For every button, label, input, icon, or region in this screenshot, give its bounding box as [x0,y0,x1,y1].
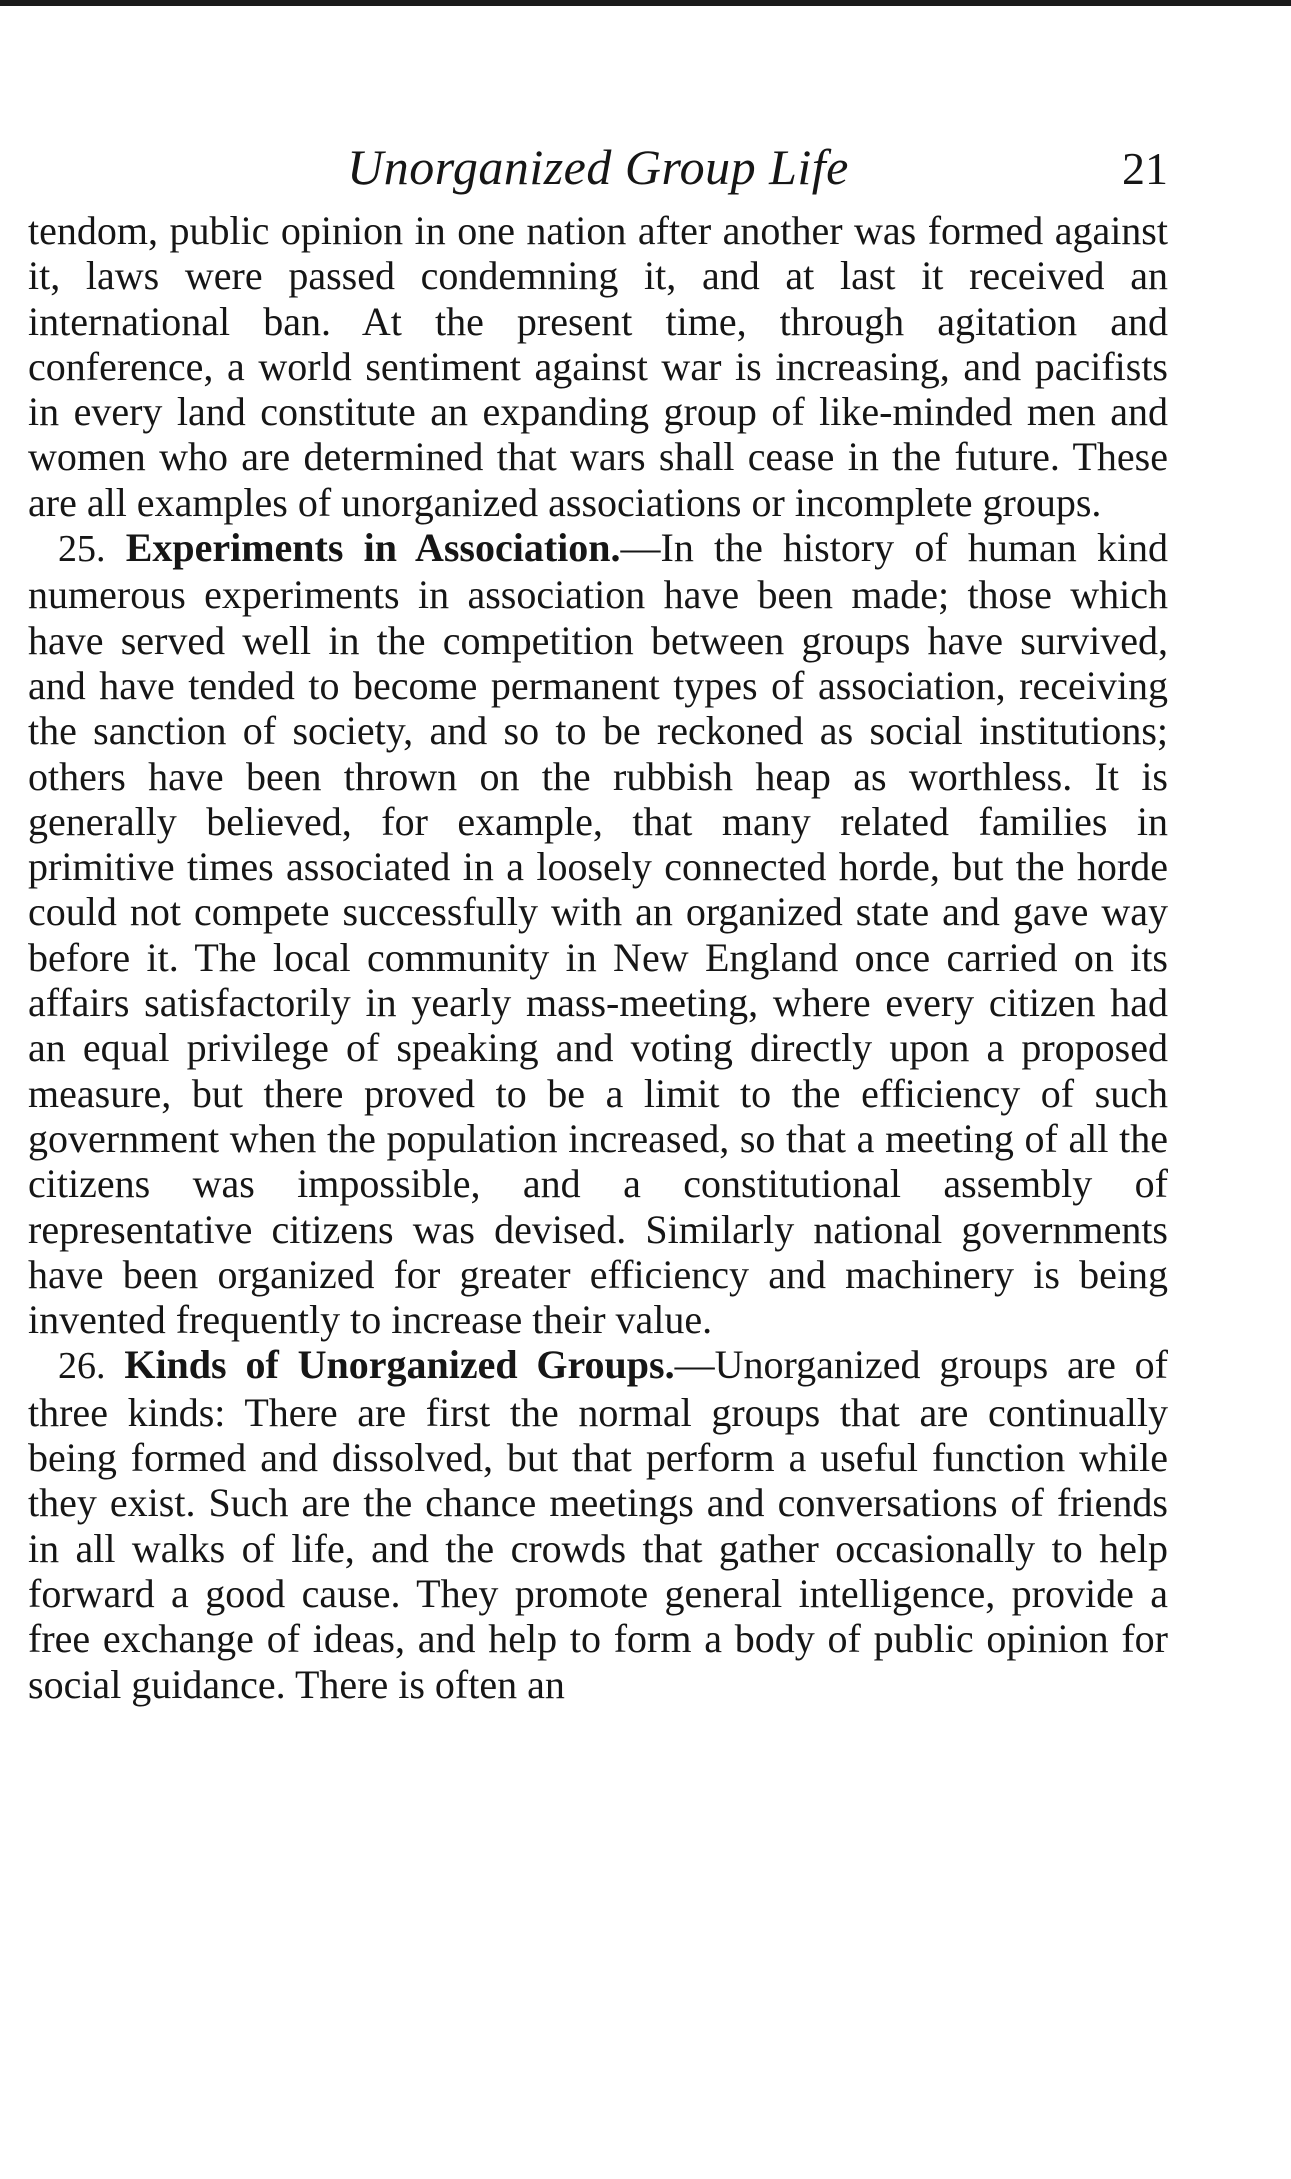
page-top-edge [0,0,1291,6]
section-heading: Kinds of Unorganized Groups. [124,1342,675,1388]
paragraph-section-26 [28,1342,1168,1706]
book-page [28,118,1168,1707]
section-number: 26. [58,1345,106,1388]
page-number: 21 [1122,143,1168,194]
paragraph-section-25 [28,525,1168,1342]
body-text [28,208,1168,1707]
section-number: 25. [58,528,106,571]
paragraph-continued [28,208,1168,525]
section-heading: Experiments in Association. [125,525,621,571]
paragraph-text: —Unorganized groups are of three kinds: There are first the normal groups that are continually being formed and dissolved, but that perform a useful function while they exist. Such are the chance meetings and conversations of friends in all walks of life, and the crowds that gather occasionally to help forward a good cause. They promote general intelligence, provide a free exchange of ideas, and help to form a body of public opinion for social guidance. There is often an [28,1342,1168,1707]
paragraph-text: tendom, public opinion in one nation after another was formed against it, laws were passed condemning it, and at last it received an international ban. At the present time, through agitation and conference, a world sentiment against war is increasing, and pacifists in every land constitute an expanding group of like-minded men and women who are determined that wars shall cease in the future. These are all examples of unorganized associations or incomplete groups. [28,208,1168,525]
running-head [28,118,1168,208]
running-head-title: Unorganized Group Life [347,139,849,195]
paragraph-text: —In the history of human kind numerous experiments in association have been made; those which have served well in the competition between groups have survived, and have tended to become permanent types of association, receiving the sanction of society, and so to be reckoned as social institutions; others have been thrown on the rubbish heap as worthless. It is generally believed, for example, that many related families in primitive times associated in a loosely connected horde, but the horde could not compete successfully with an organized state and gave way before it. The local community in New England once carried on its affairs satisfactorily in yearly mass-meeting, where every citizen had an equal privilege of speaking and voting directly upon a proposed measure, but there proved to be a limit to the efficiency of such government when the population increased, so that a meeting of all the citizens was impossible, and a constitutional assembly of representative citizens was devised. Similarly national governments have been organized for greater efficiency and machinery is being invented frequently to increase their value. [28,525,1168,1343]
